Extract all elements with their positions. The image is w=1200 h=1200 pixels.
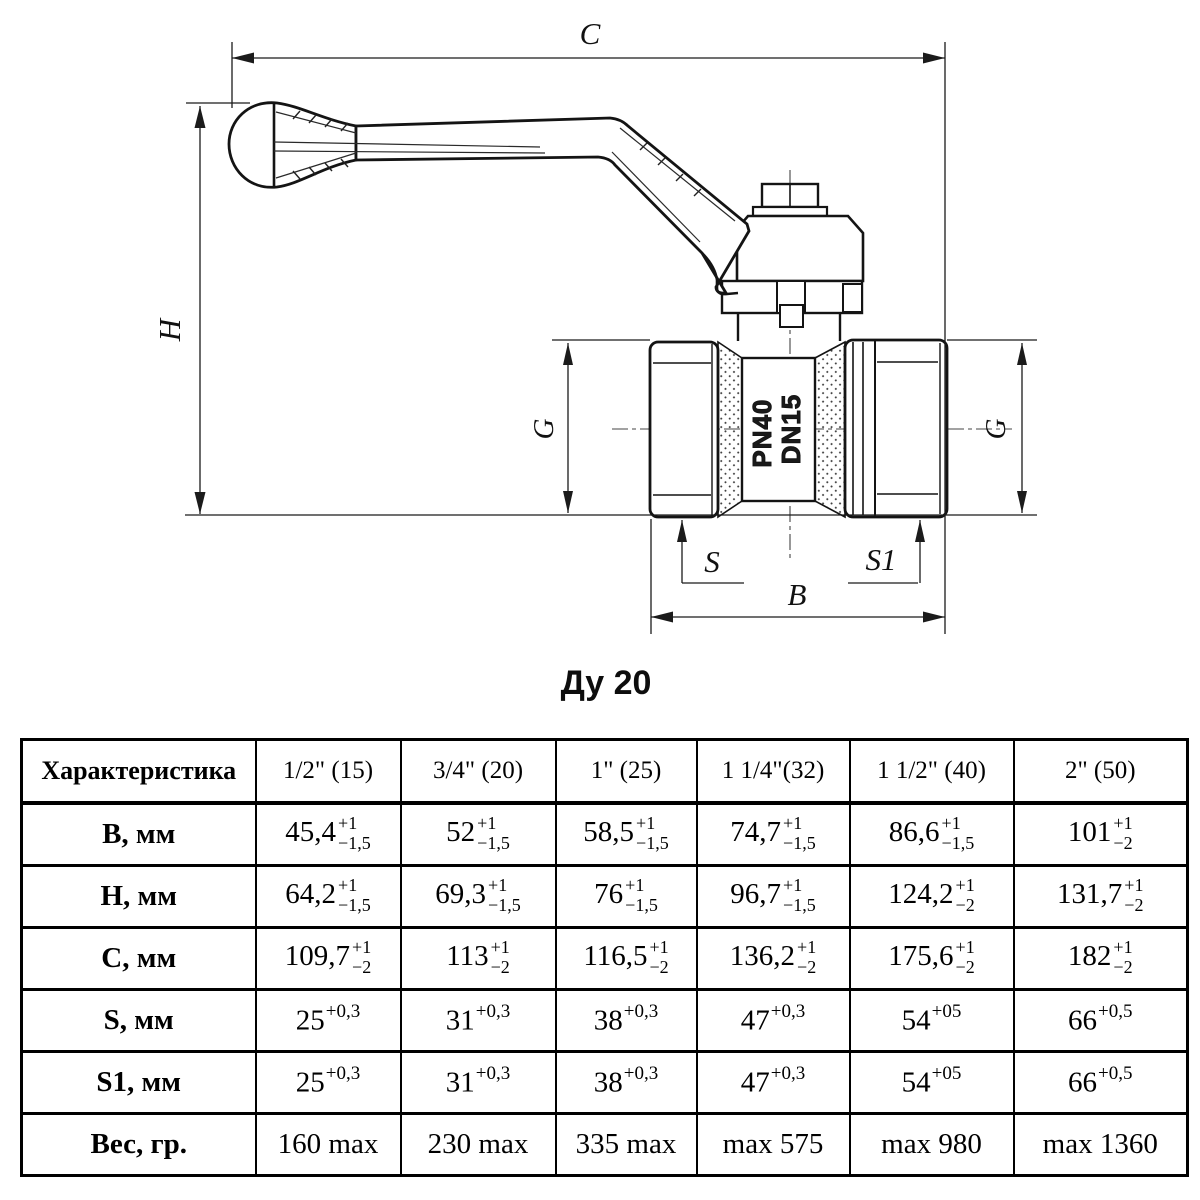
size-column-header: 1/2" (15) [256,740,401,804]
characteristic-header: Характеристика [22,740,256,804]
row-label: Н, мм [22,866,256,928]
size-column-header: 1 1/4"(32) [697,740,850,804]
value-cell: $31^{+0,3}$ [401,1052,556,1114]
value-cell: $54^{+05}$ [850,990,1014,1052]
right-knurl-band [815,342,845,517]
value-cell: 45,4 +1 −1,5 [256,803,401,866]
value-cell: 109,7 +1 −2 [256,928,401,990]
left-knurl-band [718,342,742,517]
valve-body [650,340,947,517]
value-cell: $66^{+0,5}$ [1014,1052,1188,1114]
row-label: S, мм [22,990,256,1052]
value-cell: 58,5 +1 −1,5 [556,803,697,866]
value-cell: 69,3 +1 −1,5 [401,866,556,928]
dimension-g-right [947,340,1037,513]
value-cell: 101 +1 −2 [1014,803,1188,866]
drawing-caption: Ду 20 [560,664,652,702]
value-cell: 131,7 +1 −2 [1014,866,1188,928]
value-cell: 335 max [556,1114,697,1176]
value-cell: 52 +1 −1,5 [401,803,556,866]
value-cell: 136,2 +1 −2 [697,928,850,990]
table-row [22,990,1188,1052]
row-label: S1, мм [22,1052,256,1114]
dimension-s1 [848,520,925,583]
value-cell: $47^{+0,3}$ [697,1052,850,1114]
value-cell: 96,7 +1 −1,5 [697,866,850,928]
right-coupling-nut [845,340,947,517]
value-cell: 230 max [401,1114,556,1176]
table-row [22,803,1188,866]
size-column-header: 1 1/2" (40) [850,740,1014,804]
value-cell: 160 max [256,1114,401,1176]
value-cell: $54^{+05}$ [850,1052,1014,1114]
value-cell: 175,6 +1 −2 [850,928,1014,990]
value-cell: 86,6 +1 −1,5 [850,803,1014,866]
left-coupling-nut [650,342,718,517]
size-column-header: 1" (25) [556,740,697,804]
value-cell: $25^{+0,3}$ [256,990,401,1052]
s-dim-label: S [704,544,720,579]
value-cell: $66^{+0,5}$ [1014,990,1188,1052]
value-cell: max 575 [697,1114,850,1176]
dimension-c [232,16,945,634]
specs-table-header [22,740,1188,804]
row-label: Вес, гр. [22,1114,256,1176]
value-cell: 182 +1 −2 [1014,928,1188,990]
value-cell: $25^{+0,3}$ [256,1052,401,1114]
dimension-b [651,519,945,634]
dimension-g-left [528,340,650,513]
value-cell: $38^{+0,3}$ [556,990,697,1052]
value-cell: 124,2 +1 −2 [850,866,1014,928]
value-cell: 116,5 +1 −2 [556,928,697,990]
row-label: В, мм [22,803,256,866]
value-cell: $31^{+0,3}$ [401,990,556,1052]
value-cell: 74,7 +1 −1,5 [697,803,850,866]
g-left-dim-label: G [528,418,560,440]
size-column-header: 2" (50) [1014,740,1188,804]
value-cell: 64,2 +1 −1,5 [256,866,401,928]
table-row [22,1052,1188,1114]
value-cell: 76 +1 −1,5 [556,866,697,928]
dimension-s [677,520,744,583]
table-row [22,866,1188,928]
body-stamp: PN40 DN15 [747,393,806,468]
specs-table [20,738,1189,1177]
s1-dim-label: S1 [865,542,897,577]
value-cell: 113 +1 −2 [401,928,556,990]
row-label: С, мм [22,928,256,990]
b-dim-label: B [787,577,807,612]
valve-bonnet [722,184,863,341]
value-cell: $38^{+0,3}$ [556,1052,697,1114]
g-right-dim-label: G [980,418,1012,440]
value-cell: max 980 [850,1114,1014,1176]
value-cell: $47^{+0,3}$ [697,990,850,1052]
valve-handle [229,103,749,294]
c-dim-label: C [579,16,601,51]
table-row [22,1114,1188,1176]
value-cell: max 1360 [1014,1114,1188,1176]
h-dim-label: H [152,318,187,342]
size-column-header: 3/4" (20) [401,740,556,804]
table-row [22,928,1188,990]
